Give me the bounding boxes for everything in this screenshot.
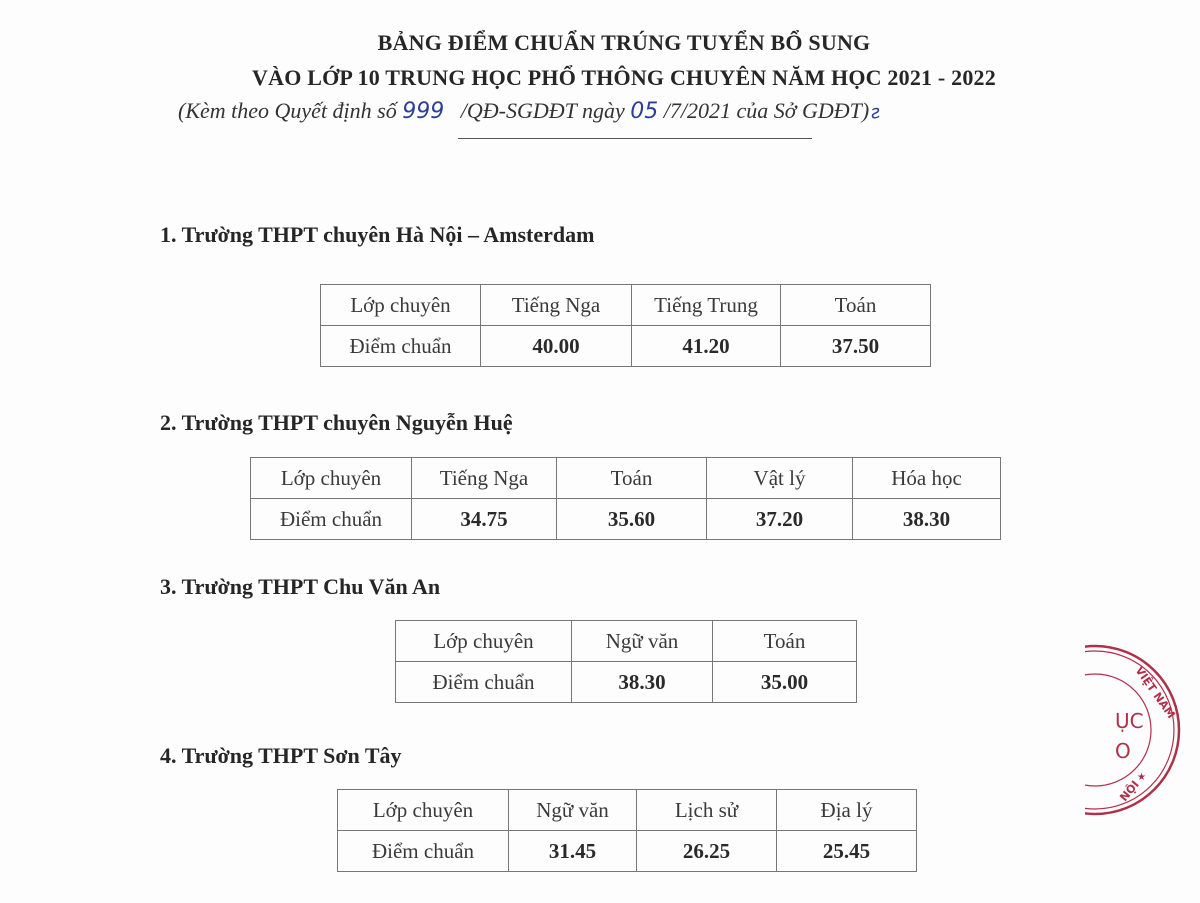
school-4-heading: 4. Trường THPT Sơn Tây — [160, 743, 402, 768]
subject-cell: Lịch sử — [637, 790, 777, 831]
document-subtitle — [178, 98, 881, 124]
title-underline — [458, 138, 812, 139]
subject-cell: Toán — [713, 621, 857, 662]
score-cell: 40.00 — [481, 326, 632, 367]
subject-cell: Toán — [557, 458, 707, 499]
stamp-text-bottom: NỘI — [1117, 778, 1142, 804]
score-cell: 38.30 — [572, 662, 713, 703]
subject-cell: Vật lý — [707, 458, 853, 499]
table-header-row — [338, 790, 917, 831]
stamp-text-top: VIỆT NAM — [1132, 664, 1178, 721]
row-label-score: Điểm chuẩn — [321, 326, 481, 367]
subject-cell: Tiếng Nga — [412, 458, 557, 499]
subtitle-suffix: /7/2021 của Sở GDĐT) — [658, 98, 870, 123]
score-cell: 35.00 — [713, 662, 857, 703]
subject-cell: Hóa học — [853, 458, 1001, 499]
row-label-score: Điểm chuẩn — [251, 499, 412, 540]
subject-cell: Ngữ văn — [572, 621, 713, 662]
score-cell: 35.60 — [557, 499, 707, 540]
row-label-header: Lớp chuyên — [338, 790, 509, 831]
subject-cell: Tiếng Nga — [481, 285, 632, 326]
table-score-row — [338, 831, 917, 872]
stamp-inner-text-1: ỤC — [1115, 709, 1144, 733]
school-4-score-table — [337, 789, 917, 872]
score-cell: 25.45 — [777, 831, 917, 872]
row-label-header: Lớp chuyên — [251, 458, 412, 499]
row-label-score: Điểm chuẩn — [338, 831, 509, 872]
row-label-header: Lớp chuyên — [396, 621, 572, 662]
stamp-inner-text-2: O — [1115, 739, 1131, 763]
school-3-score-table — [395, 620, 857, 703]
score-cell: 37.20 — [707, 499, 853, 540]
decision-number-handwritten: 999 — [402, 99, 445, 124]
subject-cell: Địa lý — [777, 790, 917, 831]
table-header-row — [396, 621, 857, 662]
subject-cell: Tiếng Trung — [632, 285, 781, 326]
table-score-row — [321, 326, 931, 367]
row-label-score: Điểm chuẩn — [396, 662, 572, 703]
table-header-row — [251, 458, 1001, 499]
subtitle-middle: /QĐ-SGDĐT ngày — [444, 98, 631, 123]
document-title-line2: VÀO LỚP 10 TRUNG HỌC PHỔ THÔNG CHUYÊN NĂM HỌC 2021 - 2022 — [252, 65, 996, 90]
score-cell: 31.45 — [509, 831, 637, 872]
school-1-score-table — [320, 284, 931, 367]
row-label-header: Lớp chuyên — [321, 285, 481, 326]
score-cell: 34.75 — [412, 499, 557, 540]
score-cell: 26.25 — [637, 831, 777, 872]
score-cell: 37.50 — [781, 326, 931, 367]
school-2-score-table — [250, 457, 1001, 540]
day-handwritten: 05 — [630, 99, 659, 124]
score-cell: 41.20 — [632, 326, 781, 367]
school-2-heading: 2. Trường THPT chuyên Nguyễn Huệ — [160, 410, 513, 435]
score-cell: 38.30 — [853, 499, 1001, 540]
table-header-row — [321, 285, 931, 326]
subtitle-prefix: (Kèm theo Quyết định số — [178, 98, 403, 123]
signature-mark-icon: ƨ — [869, 101, 883, 124]
official-stamp-icon — [1085, 640, 1200, 840]
document-title-line1: BẢNG ĐIỂM CHUẨN TRÚNG TUYỂN BỔ SUNG — [377, 30, 871, 55]
table-score-row — [251, 499, 1001, 540]
svg-text:★: ★ — [1137, 772, 1146, 783]
school-1-heading: 1. Trường THPT chuyên Hà Nội – Amsterdam — [160, 222, 595, 247]
subject-cell: Ngữ văn — [509, 790, 637, 831]
school-3-heading: 3. Trường THPT Chu Văn An — [160, 574, 441, 599]
subject-cell: Toán — [781, 285, 931, 326]
table-score-row — [396, 662, 857, 703]
